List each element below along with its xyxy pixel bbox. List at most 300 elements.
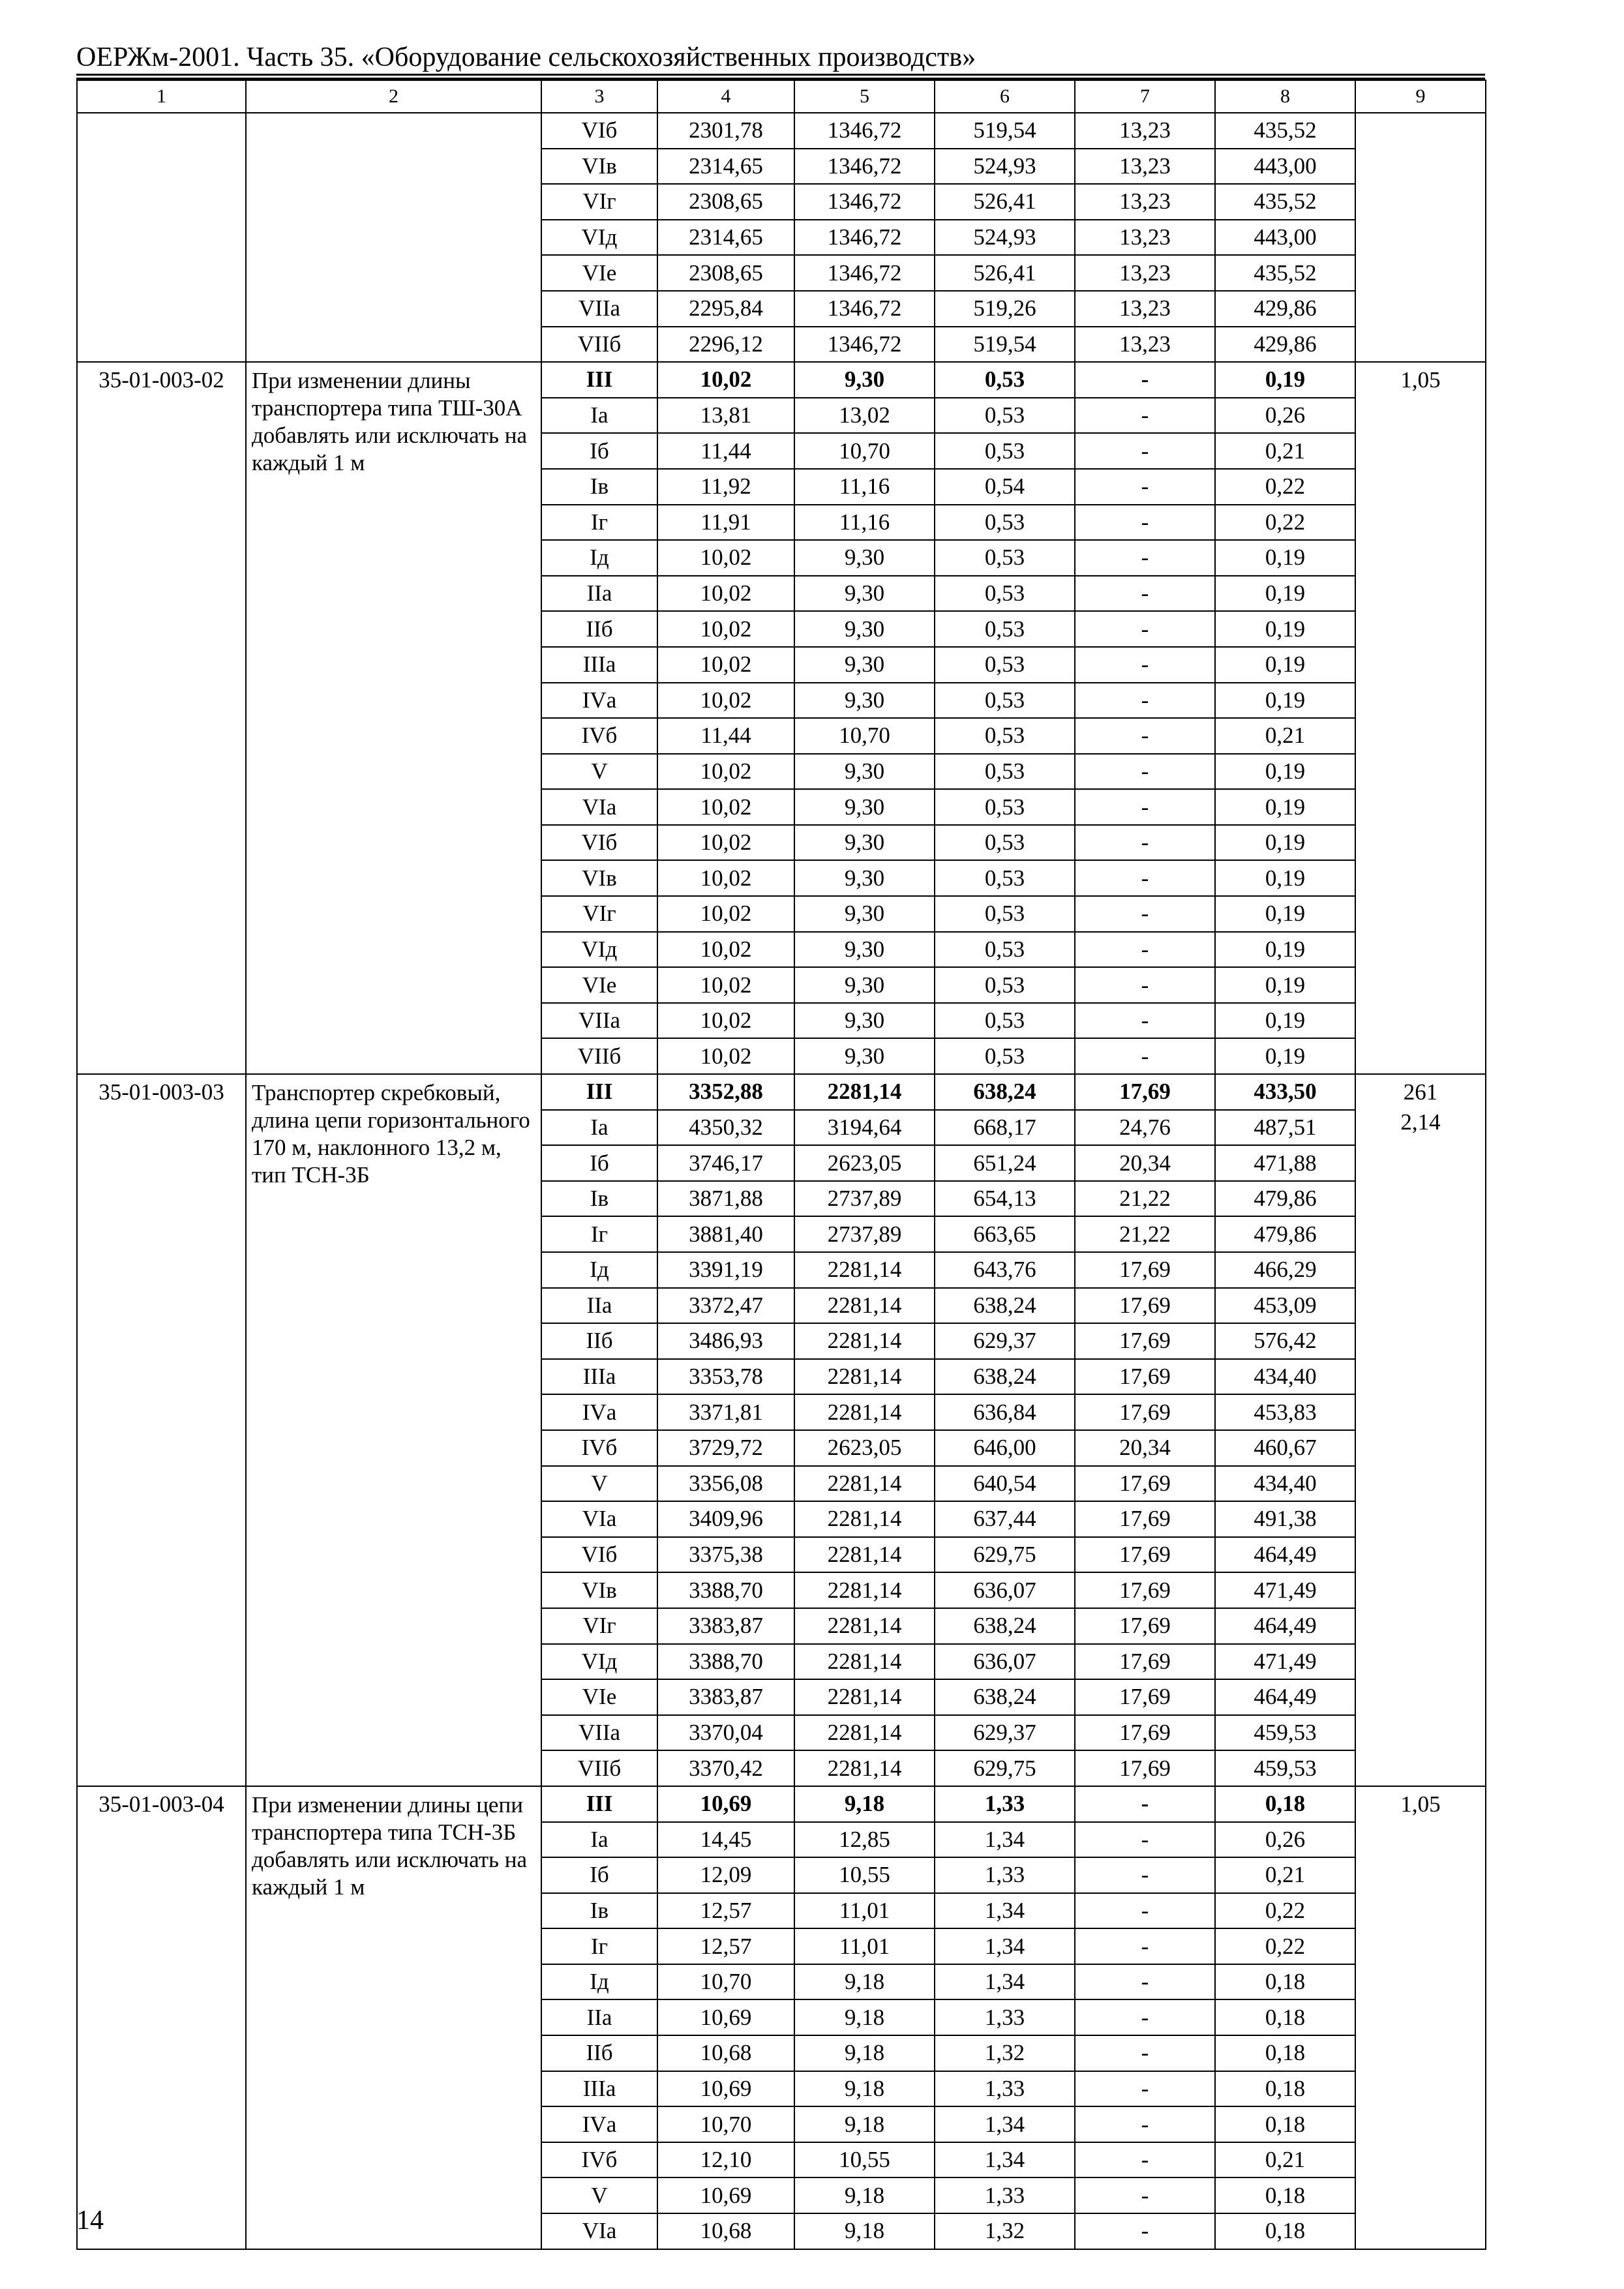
materials-cost-cell: 0,19 bbox=[1215, 789, 1355, 825]
driver-wage-cell: 17,69 bbox=[1075, 1288, 1215, 1324]
machine-cost-cell: 0,53 bbox=[935, 860, 1075, 896]
zone-cell: VIг bbox=[541, 896, 657, 932]
machine-cost-cell: 629,75 bbox=[935, 1537, 1075, 1573]
total-cost-cell: 10,02 bbox=[657, 860, 794, 896]
zone-cell: VIб bbox=[541, 113, 657, 149]
total-cost-cell: 2301,78 bbox=[657, 113, 794, 149]
driver-wage-cell: 17,69 bbox=[1075, 1572, 1215, 1608]
materials-cost-cell: 479,86 bbox=[1215, 1216, 1355, 1252]
labor-cost-cell: 3194,64 bbox=[794, 1110, 935, 1146]
materials-cost-cell: 471,49 bbox=[1215, 1644, 1355, 1680]
driver-wage-cell: 13,23 bbox=[1075, 149, 1215, 185]
labor-cost-cell: 13,02 bbox=[794, 398, 935, 434]
labor-cost-cell: 9,30 bbox=[794, 647, 935, 683]
total-cost-cell: 3409,96 bbox=[657, 1501, 794, 1537]
work-name-cell bbox=[246, 113, 541, 362]
total-cost-cell: 12,10 bbox=[657, 2142, 794, 2178]
zone-cell: IIб bbox=[541, 611, 657, 647]
total-cost-cell: 3375,38 bbox=[657, 1537, 794, 1573]
zone-cell: Iд bbox=[541, 1964, 657, 2000]
total-cost-cell: 2308,65 bbox=[657, 184, 794, 220]
machine-cost-cell: 636,84 bbox=[935, 1394, 1075, 1430]
labor-cost-cell: 9,18 bbox=[794, 1999, 935, 2035]
materials-cost-cell: 0,22 bbox=[1215, 469, 1355, 505]
labor-cost-cell: 2737,89 bbox=[794, 1181, 935, 1217]
table-header-row bbox=[77, 80, 1486, 113]
materials-cost-cell: 0,18 bbox=[1215, 2071, 1355, 2107]
total-cost-cell: 3383,87 bbox=[657, 1679, 794, 1715]
zone-cell: V bbox=[541, 754, 657, 790]
machine-cost-cell: 638,24 bbox=[935, 1679, 1075, 1715]
machine-cost-cell: 0,53 bbox=[935, 896, 1075, 932]
machine-cost-cell: 0,53 bbox=[935, 505, 1075, 541]
total-cost-cell: 13,81 bbox=[657, 398, 794, 434]
materials-cost-cell: 464,49 bbox=[1215, 1608, 1355, 1644]
page-header-title: ОЕРЖм-2001. Часть 35. «Оборудование сельскохозяйственных производств» bbox=[76, 42, 976, 72]
total-cost-cell: 3356,08 bbox=[657, 1466, 794, 1502]
driver-wage-cell: 17,69 bbox=[1075, 1715, 1215, 1751]
driver-wage-cell: 17,69 bbox=[1075, 1644, 1215, 1680]
materials-cost-cell: 0,19 bbox=[1215, 576, 1355, 612]
zone-cell: VIе bbox=[541, 967, 657, 1003]
machine-cost-cell: 0,53 bbox=[935, 398, 1075, 434]
total-cost-cell: 2308,65 bbox=[657, 255, 794, 291]
zone-cell: VIд bbox=[541, 220, 657, 256]
machine-cost-cell: 1,34 bbox=[935, 1822, 1075, 1858]
zone-cell: IIIа bbox=[541, 2071, 657, 2107]
materials-cost-cell: 0,26 bbox=[1215, 1822, 1355, 1858]
total-cost-cell: 10,70 bbox=[657, 1964, 794, 2000]
total-cost-cell: 3486,93 bbox=[657, 1323, 794, 1359]
materials-cost-cell: 471,88 bbox=[1215, 1145, 1355, 1181]
total-cost-cell: 14,45 bbox=[657, 1822, 794, 1858]
machine-cost-cell: 0,53 bbox=[935, 576, 1075, 612]
labor-cost-cell: 10,70 bbox=[794, 433, 935, 469]
driver-wage-cell: 21,22 bbox=[1075, 1216, 1215, 1252]
work-name-cell: При изменении длины цепи транспортера типа ТСН-3Б добавлять или исключать на каждый 1 м bbox=[246, 1786, 541, 2249]
driver-wage-cell: - bbox=[1075, 683, 1215, 719]
machine-cost-cell: 0,53 bbox=[935, 433, 1075, 469]
materials-cost-cell: 0,18 bbox=[1215, 2035, 1355, 2071]
driver-wage-cell: 17,69 bbox=[1075, 1537, 1215, 1573]
zone-cell: IIа bbox=[541, 1288, 657, 1324]
machine-cost-cell: 646,00 bbox=[935, 1430, 1075, 1466]
labor-cost-cell: 9,30 bbox=[794, 789, 935, 825]
total-cost-cell: 10,68 bbox=[657, 2035, 794, 2071]
materials-cost-cell: 0,22 bbox=[1215, 1893, 1355, 1929]
machine-cost-cell: 1,33 bbox=[935, 1999, 1075, 2035]
driver-wage-cell: - bbox=[1075, 433, 1215, 469]
labor-cost-cell: 9,30 bbox=[794, 896, 935, 932]
zone-cell: IIIа bbox=[541, 1359, 657, 1395]
rate-code-cell: 35-01-003-03 bbox=[77, 1074, 246, 1786]
labor-cost-cell: 9,30 bbox=[794, 362, 935, 398]
total-cost-cell: 12,57 bbox=[657, 1928, 794, 1964]
machine-cost-cell: 638,24 bbox=[935, 1288, 1075, 1324]
machine-cost-cell: 1,34 bbox=[935, 1964, 1075, 2000]
zone-cell: VIа bbox=[541, 789, 657, 825]
materials-cost-cell: 0,22 bbox=[1215, 505, 1355, 541]
materials-cost-cell: 0,19 bbox=[1215, 967, 1355, 1003]
labor-cost-cell: 11,16 bbox=[794, 469, 935, 505]
materials-cost-cell: 0,26 bbox=[1215, 398, 1355, 434]
labor-cost-cell: 2281,14 bbox=[794, 1608, 935, 1644]
driver-wage-cell: 17,69 bbox=[1075, 1323, 1215, 1359]
labor-cost-cell: 2623,05 bbox=[794, 1145, 935, 1181]
machine-cost-cell: 629,37 bbox=[935, 1323, 1075, 1359]
labor-cost-cell: 9,18 bbox=[794, 2106, 935, 2142]
total-cost-cell: 10,69 bbox=[657, 2177, 794, 2213]
zone-cell: VIв bbox=[541, 1572, 657, 1608]
labor-hours-value: 1,05 bbox=[1400, 367, 1441, 393]
machine-cost-cell: 0,53 bbox=[935, 718, 1075, 754]
zone-cell: Iд bbox=[541, 540, 657, 576]
rates-table bbox=[76, 80, 1486, 2250]
machine-cost-cell: 663,65 bbox=[935, 1216, 1075, 1252]
materials-cost-cell: 0,18 bbox=[1215, 1786, 1355, 1822]
zone-cell: Iг bbox=[541, 1928, 657, 1964]
total-cost-cell: 12,57 bbox=[657, 1893, 794, 1929]
driver-wage-cell: - bbox=[1075, 967, 1215, 1003]
labor-cost-cell: 2623,05 bbox=[794, 1430, 935, 1466]
total-cost-cell: 11,44 bbox=[657, 433, 794, 469]
total-cost-cell: 10,02 bbox=[657, 825, 794, 861]
driver-wage-cell: - bbox=[1075, 1893, 1215, 1929]
machine-cost-cell: 668,17 bbox=[935, 1110, 1075, 1146]
driver-wage-cell: - bbox=[1075, 1964, 1215, 2000]
labor-hours-cell bbox=[1355, 362, 1486, 1074]
machine-cost-cell: 1,34 bbox=[935, 1893, 1075, 1929]
labor-cost-cell: 9,30 bbox=[794, 683, 935, 719]
driver-wage-cell: - bbox=[1075, 2035, 1215, 2071]
total-cost-cell: 10,02 bbox=[657, 540, 794, 576]
machine-cost-cell: 1,33 bbox=[935, 2177, 1075, 2213]
machine-cost-cell: 629,75 bbox=[935, 1750, 1075, 1786]
machine-cost-cell: 637,44 bbox=[935, 1501, 1075, 1537]
materials-cost-cell: 459,53 bbox=[1215, 1750, 1355, 1786]
total-cost-cell: 3388,70 bbox=[657, 1572, 794, 1608]
machine-cost-cell: 0,53 bbox=[935, 1003, 1075, 1039]
materials-cost-cell: 460,67 bbox=[1215, 1430, 1355, 1466]
zone-cell: III bbox=[541, 1786, 657, 1822]
driver-wage-cell: 17,69 bbox=[1075, 1679, 1215, 1715]
materials-cost-cell: 435,52 bbox=[1215, 113, 1355, 149]
zone-cell: VIб bbox=[541, 825, 657, 861]
materials-cost-cell: 491,38 bbox=[1215, 1501, 1355, 1537]
machine-cost-cell: 519,26 bbox=[935, 291, 1075, 327]
machine-cost-cell: 0,53 bbox=[935, 540, 1075, 576]
driver-wage-cell: - bbox=[1075, 2213, 1215, 2249]
zone-cell: Iв bbox=[541, 1181, 657, 1217]
zone-cell: VIIб bbox=[541, 327, 657, 363]
driver-wage-cell: 13,23 bbox=[1075, 220, 1215, 256]
machine-cost-cell: 524,93 bbox=[935, 149, 1075, 185]
driver-wage-cell: - bbox=[1075, 540, 1215, 576]
labor-cost-cell: 9,30 bbox=[794, 967, 935, 1003]
materials-cost-cell: 0,22 bbox=[1215, 1928, 1355, 1964]
total-cost-cell: 10,02 bbox=[657, 932, 794, 968]
zone-cell: IVа bbox=[541, 1394, 657, 1430]
total-cost-cell: 10,02 bbox=[657, 611, 794, 647]
driver-wage-cell: - bbox=[1075, 1857, 1215, 1893]
rate-code-cell: 35-01-003-04 bbox=[77, 1786, 246, 2249]
table-row bbox=[77, 1786, 1486, 1822]
total-cost-cell: 10,02 bbox=[657, 754, 794, 790]
zone-cell: V bbox=[541, 1466, 657, 1502]
zone-cell: VIIа bbox=[541, 291, 657, 327]
labor-hours-cell bbox=[1355, 113, 1486, 362]
machine-cost-cell: 0,53 bbox=[935, 1038, 1075, 1074]
total-cost-cell: 3881,40 bbox=[657, 1216, 794, 1252]
zone-cell: VIб bbox=[541, 1537, 657, 1573]
machine-cost-cell: 654,13 bbox=[935, 1181, 1075, 1217]
zone-cell: Iд bbox=[541, 1252, 657, 1288]
zone-cell: IVб bbox=[541, 1430, 657, 1466]
materials-cost-cell: 435,52 bbox=[1215, 255, 1355, 291]
zone-cell: VIIа bbox=[541, 1715, 657, 1751]
labor-cost-cell: 9,30 bbox=[794, 576, 935, 612]
labor-cost-cell: 2281,14 bbox=[794, 1074, 935, 1110]
total-cost-cell: 3353,78 bbox=[657, 1359, 794, 1395]
machine-cost-cell: 524,93 bbox=[935, 220, 1075, 256]
materials-cost-cell: 0,18 bbox=[1215, 1999, 1355, 2035]
driver-wage-cell: - bbox=[1075, 1038, 1215, 1074]
materials-cost-cell: 0,21 bbox=[1215, 718, 1355, 754]
labor-cost-cell: 2281,14 bbox=[794, 1288, 935, 1324]
column-header: 7 bbox=[1075, 80, 1215, 113]
driver-wage-cell: - bbox=[1075, 754, 1215, 790]
machine-cost-cell: 1,33 bbox=[935, 2071, 1075, 2107]
total-cost-cell: 2314,65 bbox=[657, 149, 794, 185]
total-cost-cell: 10,70 bbox=[657, 2106, 794, 2142]
driver-wage-cell: 17,69 bbox=[1075, 1466, 1215, 1502]
driver-wage-cell: 20,34 bbox=[1075, 1145, 1215, 1181]
labor-cost-cell: 1346,72 bbox=[794, 255, 935, 291]
driver-wage-cell: - bbox=[1075, 576, 1215, 612]
labor-cost-cell: 2281,14 bbox=[794, 1323, 935, 1359]
table-row bbox=[77, 1074, 1486, 1110]
materials-cost-cell: 429,86 bbox=[1215, 327, 1355, 363]
labor-cost-cell: 11,01 bbox=[794, 1928, 935, 1964]
driver-wage-cell: 21,22 bbox=[1075, 1181, 1215, 1217]
total-cost-cell: 11,92 bbox=[657, 469, 794, 505]
materials-cost-cell: 453,09 bbox=[1215, 1288, 1355, 1324]
machine-cost-cell: 1,33 bbox=[935, 1857, 1075, 1893]
machine-cost-cell: 1,34 bbox=[935, 1928, 1075, 1964]
labor-cost-cell: 2281,14 bbox=[794, 1715, 935, 1751]
labor-cost-cell: 9,18 bbox=[794, 2213, 935, 2249]
zone-cell: Iб bbox=[541, 433, 657, 469]
materials-cost-cell: 0,19 bbox=[1215, 647, 1355, 683]
machine-cost-cell: 636,07 bbox=[935, 1572, 1075, 1608]
total-cost-cell: 10,02 bbox=[657, 967, 794, 1003]
rate-code-cell bbox=[77, 113, 246, 362]
total-cost-cell: 3388,70 bbox=[657, 1644, 794, 1680]
total-cost-cell: 10,02 bbox=[657, 683, 794, 719]
driver-wage-cell: 17,69 bbox=[1075, 1074, 1215, 1110]
column-header: 1 bbox=[77, 80, 246, 113]
materials-cost-cell: 0,18 bbox=[1215, 2106, 1355, 2142]
zone-cell: Iб bbox=[541, 1145, 657, 1181]
materials-cost-cell: 443,00 bbox=[1215, 149, 1355, 185]
column-header: 3 bbox=[541, 80, 657, 113]
labor-cost-cell: 2281,14 bbox=[794, 1572, 935, 1608]
page-number: 14 bbox=[76, 2206, 104, 2236]
zone-cell: Iб bbox=[541, 1857, 657, 1893]
labor-cost-cell: 1346,72 bbox=[794, 291, 935, 327]
zone-cell: IIб bbox=[541, 1323, 657, 1359]
labor-hours-value: 2,14 bbox=[1400, 1109, 1441, 1135]
machine-cost-cell: 651,24 bbox=[935, 1145, 1075, 1181]
machine-cost-cell: 0,54 bbox=[935, 469, 1075, 505]
zone-cell: IIIа bbox=[541, 647, 657, 683]
driver-wage-cell: 20,34 bbox=[1075, 1430, 1215, 1466]
total-cost-cell: 11,91 bbox=[657, 505, 794, 541]
labor-hours-cell bbox=[1355, 1074, 1486, 1786]
materials-cost-cell: 459,53 bbox=[1215, 1715, 1355, 1751]
total-cost-cell: 10,02 bbox=[657, 362, 794, 398]
materials-cost-cell: 453,83 bbox=[1215, 1394, 1355, 1430]
driver-wage-cell: 13,23 bbox=[1075, 184, 1215, 220]
zone-cell: III bbox=[541, 1074, 657, 1110]
materials-cost-cell: 0,19 bbox=[1215, 540, 1355, 576]
column-header: 6 bbox=[935, 80, 1075, 113]
zone-cell: Iг bbox=[541, 505, 657, 541]
driver-wage-cell: 17,69 bbox=[1075, 1359, 1215, 1395]
total-cost-cell: 3383,87 bbox=[657, 1608, 794, 1644]
zone-cell: IVб bbox=[541, 718, 657, 754]
column-header: 9 bbox=[1355, 80, 1486, 113]
driver-wage-cell: 17,69 bbox=[1075, 1252, 1215, 1288]
labor-cost-cell: 2281,14 bbox=[794, 1537, 935, 1573]
materials-cost-cell: 0,19 bbox=[1215, 932, 1355, 968]
total-cost-cell: 3746,17 bbox=[657, 1145, 794, 1181]
labor-cost-cell: 11,01 bbox=[794, 1893, 935, 1929]
machine-cost-cell: 629,37 bbox=[935, 1715, 1075, 1751]
labor-cost-cell: 2281,14 bbox=[794, 1359, 935, 1395]
zone-cell: IVб bbox=[541, 2142, 657, 2178]
labor-cost-cell: 10,70 bbox=[794, 718, 935, 754]
labor-cost-cell: 9,30 bbox=[794, 1038, 935, 1074]
labor-cost-cell: 9,30 bbox=[794, 611, 935, 647]
total-cost-cell: 3372,47 bbox=[657, 1288, 794, 1324]
total-cost-cell: 12,09 bbox=[657, 1857, 794, 1893]
materials-cost-cell: 0,21 bbox=[1215, 1857, 1355, 1893]
zone-cell: VIIа bbox=[541, 1003, 657, 1039]
labor-cost-cell: 9,30 bbox=[794, 860, 935, 896]
total-cost-cell: 3371,81 bbox=[657, 1394, 794, 1430]
zone-cell: Iв bbox=[541, 1893, 657, 1929]
total-cost-cell: 3370,04 bbox=[657, 1715, 794, 1751]
total-cost-cell: 3871,88 bbox=[657, 1181, 794, 1217]
total-cost-cell: 10,69 bbox=[657, 1786, 794, 1822]
machine-cost-cell: 519,54 bbox=[935, 327, 1075, 363]
machine-cost-cell: 519,54 bbox=[935, 113, 1075, 149]
driver-wage-cell: 13,23 bbox=[1075, 291, 1215, 327]
materials-cost-cell: 0,19 bbox=[1215, 362, 1355, 398]
total-cost-cell: 10,02 bbox=[657, 1003, 794, 1039]
labor-hours-value: 1,05 bbox=[1400, 1791, 1441, 1817]
machine-cost-cell: 640,54 bbox=[935, 1466, 1075, 1502]
zone-cell: III bbox=[541, 362, 657, 398]
machine-cost-cell: 0,53 bbox=[935, 647, 1075, 683]
materials-cost-cell: 0,19 bbox=[1215, 754, 1355, 790]
materials-cost-cell: 466,29 bbox=[1215, 1252, 1355, 1288]
machine-cost-cell: 0,53 bbox=[935, 932, 1075, 968]
zone-cell: VIг bbox=[541, 1608, 657, 1644]
driver-wage-cell: - bbox=[1075, 1822, 1215, 1858]
zone-cell: VIе bbox=[541, 1679, 657, 1715]
materials-cost-cell: 0,21 bbox=[1215, 2142, 1355, 2178]
materials-cost-cell: 0,18 bbox=[1215, 2213, 1355, 2249]
machine-cost-cell: 638,24 bbox=[935, 1359, 1075, 1395]
machine-cost-cell: 636,07 bbox=[935, 1644, 1075, 1680]
machine-cost-cell: 0,53 bbox=[935, 611, 1075, 647]
driver-wage-cell: 17,69 bbox=[1075, 1750, 1215, 1786]
total-cost-cell: 3352,88 bbox=[657, 1074, 794, 1110]
driver-wage-cell: 17,69 bbox=[1075, 1394, 1215, 1430]
labor-cost-cell: 1346,72 bbox=[794, 220, 935, 256]
labor-cost-cell: 1346,72 bbox=[794, 149, 935, 185]
machine-cost-cell: 526,41 bbox=[935, 255, 1075, 291]
machine-cost-cell: 0,53 bbox=[935, 967, 1075, 1003]
zone-cell: VIа bbox=[541, 1501, 657, 1537]
materials-cost-cell: 0,19 bbox=[1215, 825, 1355, 861]
column-header: 4 bbox=[657, 80, 794, 113]
zone-cell: IIа bbox=[541, 1999, 657, 2035]
zone-cell: VIе bbox=[541, 255, 657, 291]
zone-cell: IVа bbox=[541, 2106, 657, 2142]
driver-wage-cell: - bbox=[1075, 647, 1215, 683]
total-cost-cell: 4350,32 bbox=[657, 1110, 794, 1146]
labor-cost-cell: 2281,14 bbox=[794, 1394, 935, 1430]
zone-cell: IIа bbox=[541, 576, 657, 612]
zone-cell: V bbox=[541, 2177, 657, 2213]
total-cost-cell: 10,02 bbox=[657, 647, 794, 683]
column-header: 8 bbox=[1215, 80, 1355, 113]
materials-cost-cell: 0,19 bbox=[1215, 1003, 1355, 1039]
machine-cost-cell: 1,32 bbox=[935, 2035, 1075, 2071]
driver-wage-cell: - bbox=[1075, 362, 1215, 398]
machine-cost-cell: 526,41 bbox=[935, 184, 1075, 220]
total-cost-cell: 10,68 bbox=[657, 2213, 794, 2249]
labor-hours-value: 261 bbox=[1403, 1079, 1438, 1105]
labor-hours-cell bbox=[1355, 1786, 1486, 2249]
work-name-cell: При изменении длины транспортера типа ТШ-30А добавлять или исключать на каждый 1 м bbox=[246, 362, 541, 1074]
zone-cell: VIв bbox=[541, 149, 657, 185]
materials-cost-cell: 479,86 bbox=[1215, 1181, 1355, 1217]
zone-cell: Iв bbox=[541, 469, 657, 505]
labor-cost-cell: 1346,72 bbox=[794, 327, 935, 363]
machine-cost-cell: 0,53 bbox=[935, 362, 1075, 398]
zone-cell: Iа bbox=[541, 1822, 657, 1858]
labor-cost-cell: 2281,14 bbox=[794, 1644, 935, 1680]
total-cost-cell: 10,02 bbox=[657, 789, 794, 825]
labor-cost-cell: 9,30 bbox=[794, 540, 935, 576]
materials-cost-cell: 435,52 bbox=[1215, 184, 1355, 220]
total-cost-cell: 2295,84 bbox=[657, 291, 794, 327]
driver-wage-cell: - bbox=[1075, 1003, 1215, 1039]
total-cost-cell: 10,02 bbox=[657, 576, 794, 612]
driver-wage-cell: 17,69 bbox=[1075, 1501, 1215, 1537]
labor-cost-cell: 10,55 bbox=[794, 1857, 935, 1893]
total-cost-cell: 10,02 bbox=[657, 896, 794, 932]
zone-cell: IVа bbox=[541, 683, 657, 719]
column-header: 2 bbox=[246, 80, 541, 113]
zone-cell: Iа bbox=[541, 1110, 657, 1146]
driver-wage-cell: - bbox=[1075, 469, 1215, 505]
labor-cost-cell: 2281,14 bbox=[794, 1252, 935, 1288]
